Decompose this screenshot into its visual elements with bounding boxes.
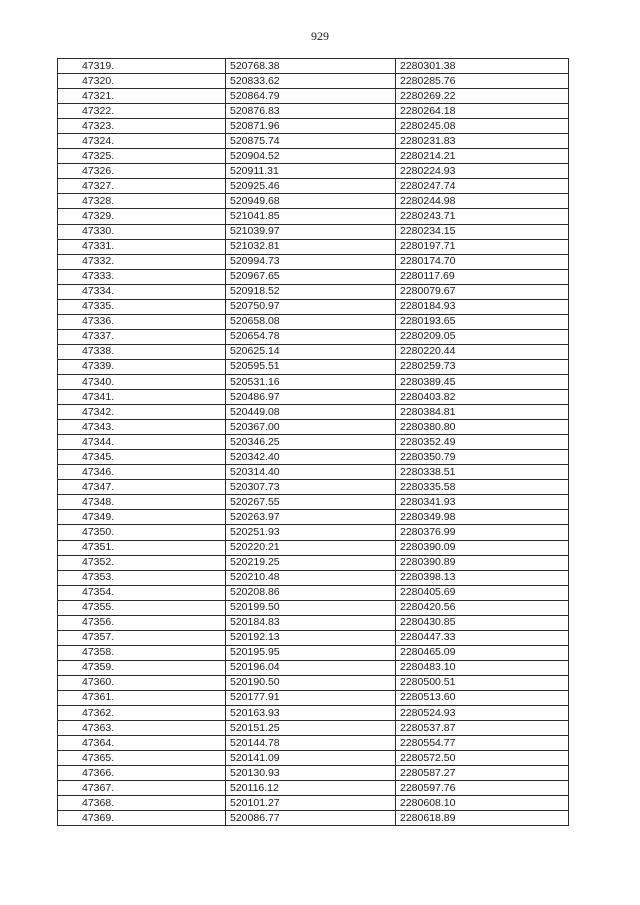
y-coordinate-cell: 2280209.05 <box>396 329 569 344</box>
table-row <box>58 675 569 690</box>
y-coordinate-cell: 2280350.79 <box>396 450 569 465</box>
y-coordinate-cell: 2280245.08 <box>396 119 569 134</box>
x-coordinate-cell: 520208.86 <box>226 585 396 600</box>
x-coordinate-cell: 520967.65 <box>226 269 396 284</box>
table-row <box>58 269 569 284</box>
table-row <box>58 495 569 510</box>
x-coordinate-cell: 520141.09 <box>226 751 396 766</box>
y-coordinate-cell: 2280197.71 <box>396 239 569 254</box>
point-number-cell: 47332. <box>58 254 226 269</box>
table-row <box>58 721 569 736</box>
x-coordinate-cell: 521032.81 <box>226 239 396 254</box>
point-number-cell: 47346. <box>58 465 226 480</box>
point-number-cell: 47345. <box>58 450 226 465</box>
table-row <box>58 615 569 630</box>
x-coordinate-cell: 520904.52 <box>226 149 396 164</box>
y-coordinate-cell: 2280234.15 <box>396 224 569 239</box>
x-coordinate-cell: 520184.83 <box>226 615 396 630</box>
point-number-cell: 47368. <box>58 796 226 811</box>
table-row <box>58 224 569 239</box>
x-coordinate-cell: 521039.97 <box>226 224 396 239</box>
y-coordinate-cell: 2280513.60 <box>396 690 569 705</box>
table-row <box>58 329 569 344</box>
table-row <box>58 811 569 826</box>
x-coordinate-cell: 520911.31 <box>226 164 396 179</box>
point-number-cell: 47361. <box>58 690 226 705</box>
y-coordinate-cell: 2280269.22 <box>396 89 569 104</box>
table-row <box>58 690 569 705</box>
x-coordinate-cell: 520263.97 <box>226 510 396 525</box>
y-coordinate-cell: 2280390.89 <box>396 555 569 570</box>
table-row <box>58 134 569 149</box>
y-coordinate-cell: 2280524.93 <box>396 706 569 721</box>
table-row <box>58 390 569 405</box>
y-coordinate-cell: 2280224.93 <box>396 164 569 179</box>
x-coordinate-cell: 520918.52 <box>226 284 396 299</box>
x-coordinate-cell: 520864.79 <box>226 89 396 104</box>
table-row <box>58 89 569 104</box>
point-number-cell: 47343. <box>58 420 226 435</box>
point-number-cell: 47356. <box>58 615 226 630</box>
coordinates-table <box>57 58 569 826</box>
y-coordinate-cell: 2280338.51 <box>396 465 569 480</box>
point-number-cell: 47322. <box>58 104 226 119</box>
x-coordinate-cell: 520750.97 <box>226 299 396 314</box>
point-number-cell: 47359. <box>58 660 226 675</box>
y-coordinate-cell: 2280537.87 <box>396 721 569 736</box>
table-row <box>58 374 569 389</box>
table-row <box>58 555 569 570</box>
x-coordinate-cell: 520151.25 <box>226 721 396 736</box>
table-row <box>58 751 569 766</box>
x-coordinate-cell: 520654.78 <box>226 329 396 344</box>
y-coordinate-cell: 2280618.89 <box>396 811 569 826</box>
table-row <box>58 480 569 495</box>
point-number-cell: 47331. <box>58 239 226 254</box>
table-row <box>58 570 569 585</box>
y-coordinate-cell: 2280184.93 <box>396 299 569 314</box>
y-coordinate-cell: 2280285.76 <box>396 74 569 89</box>
point-number-cell: 47340. <box>58 374 226 389</box>
x-coordinate-cell: 520219.25 <box>226 555 396 570</box>
table-row <box>58 405 569 420</box>
point-number-cell: 47351. <box>58 540 226 555</box>
point-number-cell: 47342. <box>58 405 226 420</box>
y-coordinate-cell: 2280608.10 <box>396 796 569 811</box>
y-coordinate-cell: 2280420.56 <box>396 600 569 615</box>
table-row <box>58 254 569 269</box>
point-number-cell: 47344. <box>58 435 226 450</box>
y-coordinate-cell: 2280264.18 <box>396 104 569 119</box>
x-coordinate-cell: 520177.91 <box>226 690 396 705</box>
point-number-cell: 47341. <box>58 390 226 405</box>
table-row <box>58 299 569 314</box>
x-coordinate-cell: 520367.00 <box>226 420 396 435</box>
point-number-cell: 47362. <box>58 706 226 721</box>
x-coordinate-cell: 520199.50 <box>226 600 396 615</box>
table-row <box>58 525 569 540</box>
point-number-cell: 47363. <box>58 721 226 736</box>
y-coordinate-cell: 2280247.74 <box>396 179 569 194</box>
table-row <box>58 59 569 74</box>
table-row <box>58 630 569 645</box>
table-row <box>58 179 569 194</box>
x-coordinate-cell: 520196.04 <box>226 660 396 675</box>
x-coordinate-cell: 520875.74 <box>226 134 396 149</box>
x-coordinate-cell: 520314.40 <box>226 465 396 480</box>
x-coordinate-cell: 520267.55 <box>226 495 396 510</box>
table-row <box>58 194 569 209</box>
table-row <box>58 164 569 179</box>
point-number-cell: 47335. <box>58 299 226 314</box>
table-row <box>58 766 569 781</box>
table-row <box>58 465 569 480</box>
point-number-cell: 47319. <box>58 59 226 74</box>
table-row <box>58 239 569 254</box>
y-coordinate-cell: 2280174.70 <box>396 254 569 269</box>
coordinates-table-body <box>58 59 569 826</box>
point-number-cell: 47360. <box>58 675 226 690</box>
y-coordinate-cell: 2280079.67 <box>396 284 569 299</box>
point-number-cell: 47329. <box>58 209 226 224</box>
y-coordinate-cell: 2280231.83 <box>396 134 569 149</box>
x-coordinate-cell: 520251.93 <box>226 525 396 540</box>
point-number-cell: 47328. <box>58 194 226 209</box>
y-coordinate-cell: 2280389.45 <box>396 374 569 389</box>
point-number-cell: 47355. <box>58 600 226 615</box>
point-number-cell: 47323. <box>58 119 226 134</box>
y-coordinate-cell: 2280335.58 <box>396 480 569 495</box>
point-number-cell: 47364. <box>58 736 226 751</box>
x-coordinate-cell: 520876.83 <box>226 104 396 119</box>
x-coordinate-cell: 520086.77 <box>226 811 396 826</box>
point-number-cell: 47358. <box>58 645 226 660</box>
x-coordinate-cell: 520346.25 <box>226 435 396 450</box>
x-coordinate-cell: 520101.27 <box>226 796 396 811</box>
table-row <box>58 736 569 751</box>
y-coordinate-cell: 2280405.69 <box>396 585 569 600</box>
point-number-cell: 47327. <box>58 179 226 194</box>
x-coordinate-cell: 520925.46 <box>226 179 396 194</box>
point-number-cell: 47349. <box>58 510 226 525</box>
x-coordinate-cell: 520307.73 <box>226 480 396 495</box>
table-row <box>58 284 569 299</box>
table-row <box>58 510 569 525</box>
y-coordinate-cell: 2280376.99 <box>396 525 569 540</box>
y-coordinate-cell: 2280384.81 <box>396 405 569 420</box>
y-coordinate-cell: 2280554.77 <box>396 736 569 751</box>
y-coordinate-cell: 2280597.76 <box>396 781 569 796</box>
table-row <box>58 435 569 450</box>
point-number-cell: 47367. <box>58 781 226 796</box>
table-row <box>58 74 569 89</box>
point-number-cell: 47350. <box>58 525 226 540</box>
point-number-cell: 47348. <box>58 495 226 510</box>
y-coordinate-cell: 2280349.98 <box>396 510 569 525</box>
x-coordinate-cell: 520994.73 <box>226 254 396 269</box>
x-coordinate-cell: 520210.48 <box>226 570 396 585</box>
y-coordinate-cell: 2280244.98 <box>396 194 569 209</box>
x-coordinate-cell: 520220.21 <box>226 540 396 555</box>
x-coordinate-cell: 520449.08 <box>226 405 396 420</box>
x-coordinate-cell: 521041.85 <box>226 209 396 224</box>
y-coordinate-cell: 2280117.69 <box>396 269 569 284</box>
table-row <box>58 314 569 329</box>
table-row <box>58 781 569 796</box>
x-coordinate-cell: 520192.13 <box>226 630 396 645</box>
page-number: 929 <box>311 29 329 43</box>
table-row <box>58 540 569 555</box>
y-coordinate-cell: 2280483.10 <box>396 660 569 675</box>
y-coordinate-cell: 2280243.71 <box>396 209 569 224</box>
y-coordinate-cell: 2280193.65 <box>396 314 569 329</box>
point-number-cell: 47352. <box>58 555 226 570</box>
y-coordinate-cell: 2280220.44 <box>396 344 569 359</box>
point-number-cell: 47339. <box>58 359 226 374</box>
table-row <box>58 796 569 811</box>
x-coordinate-cell: 520116.12 <box>226 781 396 796</box>
y-coordinate-cell: 2280341.93 <box>396 495 569 510</box>
y-coordinate-cell: 2280447.33 <box>396 630 569 645</box>
x-coordinate-cell: 520658.08 <box>226 314 396 329</box>
x-coordinate-cell: 520595.51 <box>226 359 396 374</box>
y-coordinate-cell: 2280380.80 <box>396 420 569 435</box>
table-row <box>58 585 569 600</box>
table-row <box>58 600 569 615</box>
x-coordinate-cell: 520833.62 <box>226 74 396 89</box>
point-number-cell: 47334. <box>58 284 226 299</box>
x-coordinate-cell: 520531.16 <box>226 374 396 389</box>
table-row <box>58 660 569 675</box>
x-coordinate-cell: 520163.93 <box>226 706 396 721</box>
table-row <box>58 359 569 374</box>
table-row <box>58 645 569 660</box>
y-coordinate-cell: 2280572.50 <box>396 751 569 766</box>
y-coordinate-cell: 2280352.49 <box>396 435 569 450</box>
point-number-cell: 47354. <box>58 585 226 600</box>
x-coordinate-cell: 520342.40 <box>226 450 396 465</box>
x-coordinate-cell: 520144.78 <box>226 736 396 751</box>
table-row <box>58 209 569 224</box>
y-coordinate-cell: 2280301.38 <box>396 59 569 74</box>
y-coordinate-cell: 2280587.27 <box>396 766 569 781</box>
y-coordinate-cell: 2280430.85 <box>396 615 569 630</box>
point-number-cell: 47353. <box>58 570 226 585</box>
y-coordinate-cell: 2280259.73 <box>396 359 569 374</box>
table-row <box>58 420 569 435</box>
point-number-cell: 47337. <box>58 329 226 344</box>
y-coordinate-cell: 2280214.21 <box>396 149 569 164</box>
y-coordinate-cell: 2280403.82 <box>396 390 569 405</box>
table-row <box>58 450 569 465</box>
point-number-cell: 47357. <box>58 630 226 645</box>
point-number-cell: 47333. <box>58 269 226 284</box>
table-row <box>58 104 569 119</box>
point-number-cell: 47324. <box>58 134 226 149</box>
x-coordinate-cell: 520768.38 <box>226 59 396 74</box>
x-coordinate-cell: 520486.97 <box>226 390 396 405</box>
point-number-cell: 47325. <box>58 149 226 164</box>
point-number-cell: 47365. <box>58 751 226 766</box>
table-row <box>58 119 569 134</box>
point-number-cell: 47336. <box>58 314 226 329</box>
point-number-cell: 47320. <box>58 74 226 89</box>
point-number-cell: 47366. <box>58 766 226 781</box>
x-coordinate-cell: 520871.96 <box>226 119 396 134</box>
point-number-cell: 47369. <box>58 811 226 826</box>
y-coordinate-cell: 2280465.09 <box>396 645 569 660</box>
x-coordinate-cell: 520190.50 <box>226 675 396 690</box>
y-coordinate-cell: 2280398.13 <box>396 570 569 585</box>
table-row <box>58 706 569 721</box>
point-number-cell: 47321. <box>58 89 226 104</box>
y-coordinate-cell: 2280390.09 <box>396 540 569 555</box>
x-coordinate-cell: 520625.14 <box>226 344 396 359</box>
table-row <box>58 149 569 164</box>
x-coordinate-cell: 520195.95 <box>226 645 396 660</box>
point-number-cell: 47338. <box>58 344 226 359</box>
point-number-cell: 47330. <box>58 224 226 239</box>
point-number-cell: 47347. <box>58 480 226 495</box>
x-coordinate-cell: 520130.93 <box>226 766 396 781</box>
point-number-cell: 47326. <box>58 164 226 179</box>
x-coordinate-cell: 520949.68 <box>226 194 396 209</box>
y-coordinate-cell: 2280500.51 <box>396 675 569 690</box>
table-row <box>58 344 569 359</box>
